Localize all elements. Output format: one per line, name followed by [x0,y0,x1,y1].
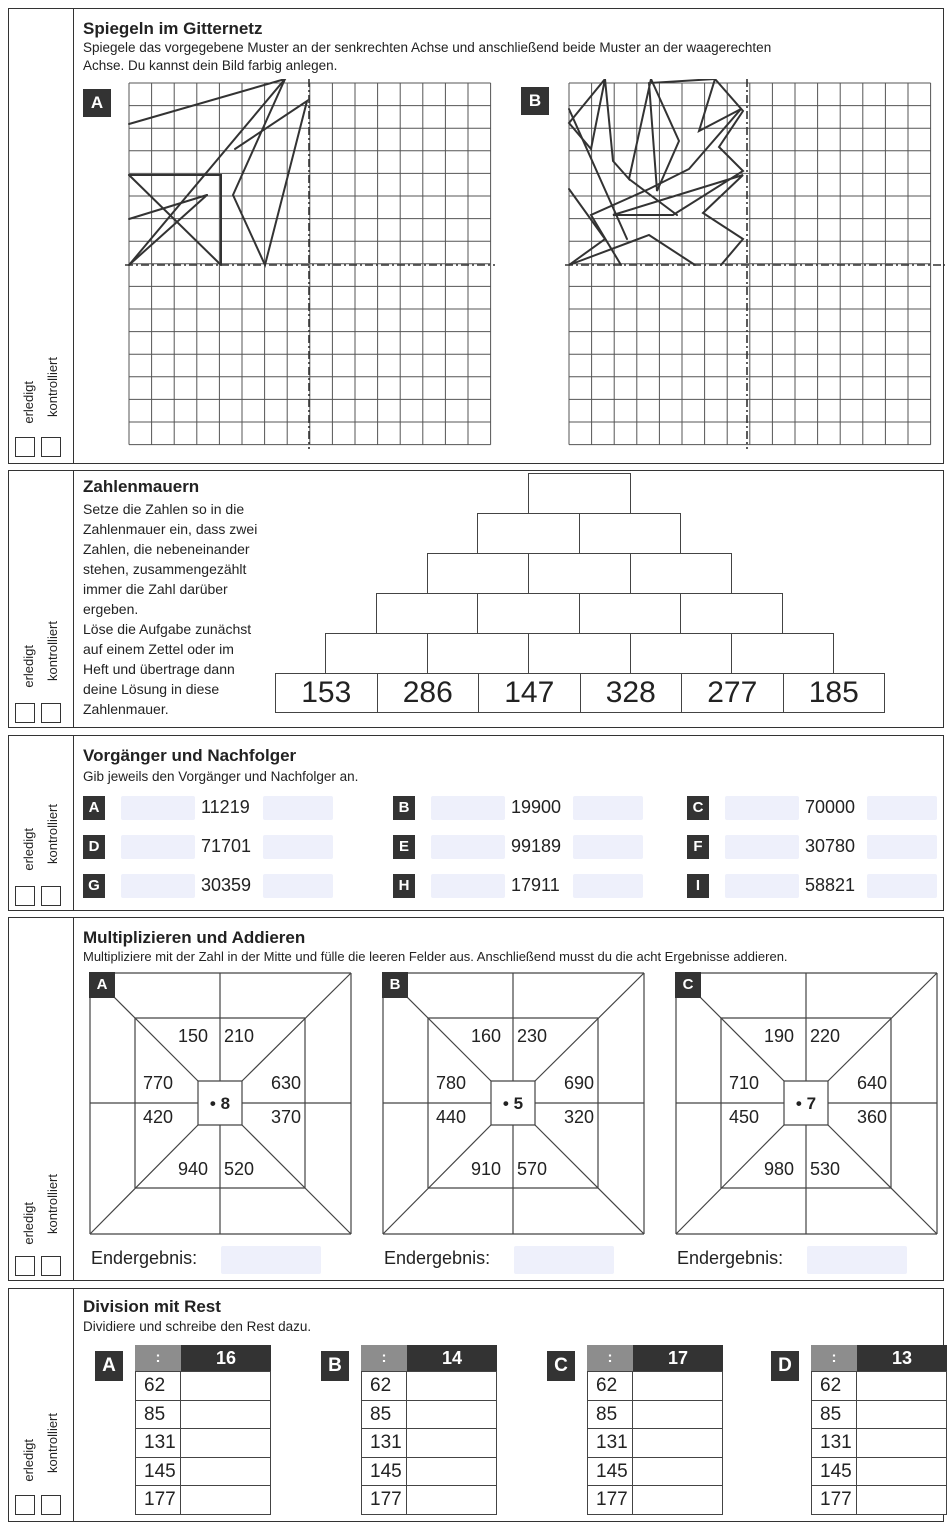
answer-field[interactable] [406,1401,407,1429]
dividend: 131 [596,1432,628,1453]
grid-a[interactable] [125,79,505,455]
item-badge: H [393,874,415,898]
predecessor-field[interactable] [431,874,505,898]
answer-field[interactable] [180,1429,181,1457]
square-number: 690 [563,1073,594,1093]
answer-field[interactable] [632,1401,633,1429]
wall-empty-cell[interactable] [325,633,428,674]
multiply-square [89,972,355,1238]
instruction-line: ergeben. [83,601,139,617]
section-title: Division mit Rest [83,1297,221,1316]
table-row [135,1371,271,1401]
checked-checkbox[interactable] [41,1495,61,1515]
table-row [811,1400,947,1430]
instruction-line: Zahlen, die nebeneinander [83,541,250,557]
square-number: 420 [142,1107,173,1127]
center-multiplier: • 8 [209,1094,231,1113]
checked-label: kontrolliert [45,804,60,864]
successor-field[interactable] [867,835,937,859]
answer-field[interactable] [632,1486,633,1514]
task-badge-b: B [521,87,549,115]
answer-field[interactable] [406,1429,407,1457]
wall-empty-cell[interactable] [731,633,834,674]
item-badge: C [687,796,709,820]
square-line [535,1125,644,1234]
dividend: 177 [144,1489,176,1510]
section-division [8,1288,944,1522]
wall-empty-cell[interactable] [528,633,631,674]
multiply-square [382,972,648,1238]
item-badge: F [687,835,709,859]
answer-field[interactable] [632,1458,633,1486]
dividend: 131 [820,1432,852,1453]
dividend: 62 [820,1375,842,1396]
section-title: Vorgänger und Nachfolger [83,746,297,765]
successor-field[interactable] [263,796,333,820]
dividend: 85 [820,1403,842,1425]
end-result-field[interactable] [807,1246,907,1274]
square-number: 220 [810,1026,841,1046]
predecessor-field[interactable] [431,796,505,820]
section-title: Spiegeln im Gitternetz [83,19,263,38]
checked-label: kontrolliert [45,621,60,681]
table-row [135,1400,271,1430]
successor-field[interactable] [263,835,333,859]
square-number: 770 [142,1073,173,1093]
division-operator: : [361,1345,407,1371]
wall-empty-cell[interactable] [477,513,580,554]
done-checkbox[interactable] [15,1495,35,1515]
table-row [135,1485,271,1515]
answer-field[interactable] [856,1372,857,1400]
table-row [135,1428,271,1458]
square-number: 320 [563,1107,594,1127]
done-label: erledigt [21,828,36,871]
table-row [811,1485,947,1515]
table-row [587,1371,723,1401]
given-number: 71701 [201,836,252,856]
item-badge: D [83,835,105,859]
instruction-line: Löse die Aufgabe zunächst [83,621,252,637]
wall-base-cell: 185 [783,673,886,713]
section-content [75,918,943,1280]
table-row [135,1457,271,1487]
dividend: 177 [596,1489,628,1510]
successor-field[interactable] [263,874,333,898]
square-number: 520 [224,1159,255,1179]
wall-empty-cell[interactable] [630,553,733,594]
predecessor-field[interactable] [121,835,195,859]
table-row [361,1428,497,1458]
square-line [90,1125,198,1234]
instruction-line: deine Lösung in diese [83,681,220,697]
section-title: Multiplizieren und Addieren [83,928,306,947]
wall-base-cell: 328 [580,673,683,713]
answer-field[interactable] [856,1486,857,1514]
section-content [75,736,943,910]
checked-checkbox[interactable] [41,703,61,723]
done-label: erledigt [21,381,36,424]
given-number: 30780 [805,836,856,856]
section-sidebar [9,1289,74,1521]
table-badge: D [771,1351,799,1381]
dividend: 145 [596,1460,628,1482]
instruction-line: Heft und übertrage dann [83,661,235,677]
dividend: 145 [144,1460,176,1482]
divisor-header: 17 [633,1345,723,1371]
dividend: 62 [144,1375,166,1396]
square-line [535,973,644,1081]
table-row [811,1457,947,1487]
center-multiplier: • 5 [502,1094,524,1113]
done-checkbox[interactable] [15,1256,35,1276]
square-number: 640 [856,1073,887,1093]
successor-field[interactable] [867,796,937,820]
given-number: 58821 [805,875,856,895]
given-number: 19900 [511,797,562,817]
square-line [828,1125,937,1234]
end-result-label: Endergebnis: [91,1248,198,1268]
end-result-label: Endergebnis: [384,1248,491,1268]
section-predecessor-successor [8,735,944,911]
square-line [242,1125,351,1234]
task-badge-a: A [83,89,111,117]
dividend: 177 [820,1489,852,1510]
wall-base-cell: 147 [478,673,581,713]
table-badge: B [321,1351,349,1381]
given-number: 70000 [805,797,856,817]
dividend: 85 [144,1403,166,1425]
square-number: 450 [728,1107,759,1127]
square-badge: B [382,972,408,998]
dividend: 85 [370,1403,392,1425]
given-number: 17911 [511,875,560,895]
table-row [361,1371,497,1401]
wall-base-cell: 277 [681,673,784,713]
done-label: erledigt [21,645,36,688]
instruction-line: stehen, zusammengezählt [83,561,247,577]
wall-empty-cell[interactable] [680,593,783,634]
wall-empty-cell[interactable] [477,593,580,634]
done-label: erledigt [21,1202,36,1245]
checked-label: kontrolliert [45,1174,60,1234]
dividend: 131 [370,1432,402,1453]
end-result-label: Endergebnis: [677,1248,784,1268]
done-label: erledigt [21,1439,36,1482]
checked-checkbox[interactable] [41,1256,61,1276]
section-sidebar [9,736,74,910]
item-badge: G [83,874,105,898]
square-number: 630 [270,1073,301,1093]
answer-field[interactable] [406,1458,407,1486]
dividend: 62 [596,1375,618,1396]
instruction-line: immer die Zahl darüber [83,581,228,597]
section-sidebar [9,918,74,1280]
end-result-field[interactable] [514,1246,614,1274]
square-number: 360 [856,1107,887,1127]
successor-field[interactable] [573,874,643,898]
section-wall [8,470,944,728]
instruction-line: auf einem Zettel oder im [83,641,234,657]
wall-empty-cell[interactable] [579,513,682,554]
square-line [676,1125,784,1234]
square-number: 190 [763,1026,794,1046]
wall-base-cell: 153 [275,673,378,713]
item-badge: I [687,874,709,898]
table-row [587,1428,723,1458]
dividend: 62 [370,1375,392,1396]
dividend: 177 [370,1489,402,1510]
square-number: 570 [517,1159,548,1179]
wall-empty-cell[interactable] [427,633,530,674]
predecessor-field[interactable] [725,874,799,898]
item-badge: B [393,796,415,820]
predecessor-field[interactable] [121,796,195,820]
checked-label: kontrolliert [45,1413,60,1473]
wall-empty-cell[interactable] [427,553,530,594]
section-sidebar [9,471,74,727]
square-line [242,973,351,1081]
item-badge: A [83,796,105,820]
table-row [811,1428,947,1458]
square-number: 910 [470,1159,501,1179]
dividend: 145 [820,1460,852,1482]
section-instruction: Dividiere und schreibe den Rest dazu. [83,1319,312,1334]
section-content [75,1289,943,1521]
checked-checkbox[interactable] [41,437,61,457]
wall-empty-cell[interactable] [630,633,733,674]
section-title: Zahlenmauern [83,477,200,496]
table-row [361,1457,497,1487]
predecessor-field[interactable] [725,835,799,859]
square-line [828,973,937,1081]
dividend: 145 [370,1460,402,1482]
successor-field[interactable] [867,874,937,898]
section-mirror [8,8,944,464]
instruction-line: Setze die Zahlen so in die [83,501,245,517]
table-badge: C [547,1351,575,1381]
wall-empty-cell[interactable] [376,593,479,634]
divisor-header: 13 [857,1345,947,1371]
section-content [75,471,943,727]
center-multiplier: • 7 [795,1094,817,1113]
answer-field[interactable] [632,1372,633,1400]
table-badge: A [95,1351,123,1381]
section-instruction-2: Achse. Du kannst dein Bild farbig anlegen. [83,58,338,73]
item-badge: E [393,835,415,859]
answer-field[interactable] [406,1486,407,1514]
answer-field[interactable] [180,1458,181,1486]
square-number: 780 [435,1073,466,1093]
answer-field[interactable] [856,1458,857,1486]
divisor-header: 14 [407,1345,497,1371]
section-multiply-add [8,917,944,1281]
answer-field[interactable] [180,1401,181,1429]
wall-empty-cell[interactable] [579,593,682,634]
division-operator: : [587,1345,633,1371]
wall-empty-cell[interactable] [528,473,631,514]
given-number: 30359 [201,875,252,895]
square-badge: C [675,972,701,998]
square-line [383,1125,491,1234]
answer-field[interactable] [856,1429,857,1457]
square-number: 710 [728,1073,759,1093]
multiply-square [675,972,941,1238]
checked-label: kontrolliert [45,357,60,417]
given-number: 11219 [201,797,250,817]
table-row [361,1400,497,1430]
successor-field[interactable] [573,835,643,859]
square-number: 440 [435,1107,466,1127]
predecessor-field[interactable] [121,874,195,898]
table-row [587,1485,723,1515]
section-sidebar [9,9,74,463]
table-row [361,1485,497,1515]
table-row [811,1371,947,1401]
square-number: 160 [470,1026,501,1046]
predecessor-field[interactable] [725,796,799,820]
answer-field[interactable] [406,1372,407,1400]
divisor-header: 16 [181,1345,271,1371]
square-number: 150 [177,1026,208,1046]
section-content [75,9,943,463]
table-row [587,1400,723,1430]
square-number: 210 [224,1026,255,1046]
instruction-line: Zahlenmauer. [83,701,169,717]
end-result-field[interactable] [221,1246,321,1274]
answer-field[interactable] [632,1429,633,1457]
square-number: 940 [177,1159,208,1179]
square-badge: A [89,972,115,998]
division-operator: : [135,1345,181,1371]
square-number: 530 [810,1159,841,1179]
dividend: 131 [144,1432,176,1453]
done-checkbox[interactable] [15,703,35,723]
instruction-line: Zahlenmauer ein, dass zwei [83,521,258,537]
dividend: 85 [596,1403,618,1425]
division-operator: : [811,1345,857,1371]
section-instruction: Spiegele das vorgegebene Muster an der senkrechten Achse und anschließend beide Muster an der waagerechten [83,40,772,55]
done-checkbox[interactable] [15,437,35,457]
square-number: 230 [517,1026,548,1046]
done-checkbox[interactable] [15,886,35,906]
answer-field[interactable] [180,1372,181,1400]
square-number: 370 [270,1107,301,1127]
section-instruction: Gib jeweils den Vorgänger und Nachfolger an. [83,769,359,784]
square-number: 980 [763,1159,794,1179]
answer-field[interactable] [856,1401,857,1429]
wall-empty-cell[interactable] [528,553,631,594]
successor-field[interactable] [573,796,643,820]
wall-base-cell: 286 [377,673,480,713]
answer-field[interactable] [180,1486,181,1514]
grid-b[interactable] [565,79,945,455]
section-instruction: Multipliziere mit der Zahl in der Mitte und fülle die leeren Felder aus. Anschließend musst du die acht Ergebnisse addieren. [83,949,788,964]
checked-checkbox[interactable] [41,886,61,906]
predecessor-field[interactable] [431,835,505,859]
table-row [587,1457,723,1487]
given-number: 99189 [511,836,562,856]
